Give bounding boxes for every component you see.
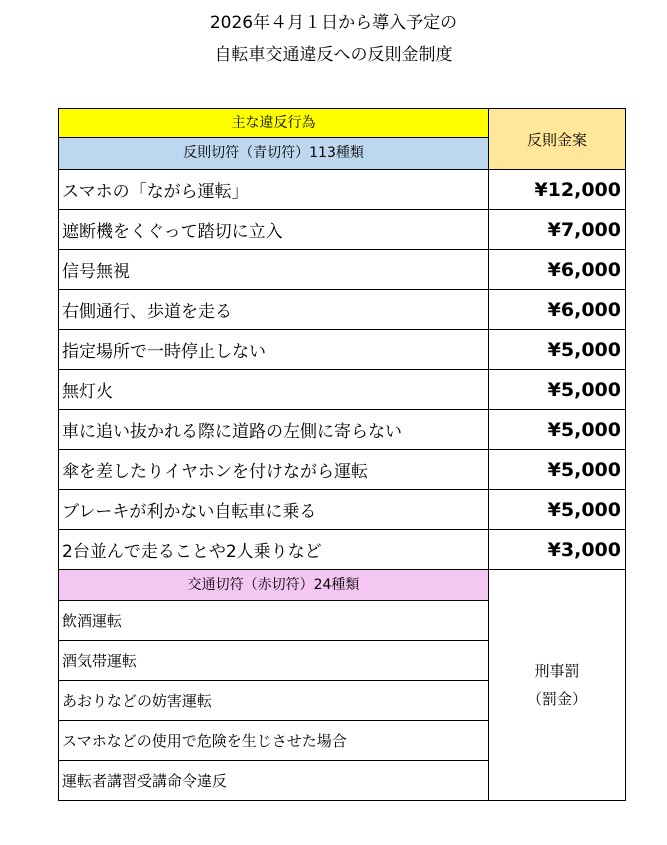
violation-cell: あおりなどの妨害運転 — [59, 681, 489, 721]
header-red-ticket: 交通切符（赤切符）24種類 — [59, 570, 489, 601]
violation-cell: 指定場所で一時停止しない — [59, 330, 489, 370]
table-row — [59, 530, 626, 570]
fine-cell: ¥12,000 — [489, 170, 626, 210]
criminal-penalty-cell — [489, 570, 626, 801]
violation-cell: スマホの「ながら運転」 — [59, 170, 489, 210]
violation-cell: 酒気帯運転 — [59, 641, 489, 681]
fine-cell: ¥6,000 — [489, 290, 626, 330]
table-row — [59, 250, 626, 290]
fine-cell: ¥5,000 — [489, 410, 626, 450]
table-row — [59, 410, 626, 450]
violation-cell: 信号無視 — [59, 250, 489, 290]
table-row — [59, 450, 626, 490]
fine-cell: ¥5,000 — [489, 370, 626, 410]
header-blue-ticket: 反則切符（青切符）113種類 — [59, 138, 489, 170]
violation-cell: 遮断機をくぐって踏切に立入 — [59, 210, 489, 250]
header-main-violations: 主な違反行為 — [59, 109, 489, 138]
page-title-line-1: 2026年４月１日から導入予定の — [209, 13, 458, 33]
violation-cell: ブレーキが利かない自転車に乗る — [59, 490, 489, 530]
violation-cell: スマホなどの使用で危険を生じさせた場合 — [59, 721, 489, 761]
table-row — [59, 490, 626, 530]
fine-cell: ¥6,000 — [489, 250, 626, 290]
fine-cell: ¥5,000 — [489, 490, 626, 530]
violation-cell: 傘を差したりイヤホンを付けながら運転 — [59, 450, 489, 490]
violation-cell: 無灯火 — [59, 370, 489, 410]
page-title-line-2: 自転車交通違反への反則金制度 — [214, 45, 453, 65]
table-row — [59, 210, 626, 250]
fine-cell: ¥3,000 — [489, 530, 626, 570]
criminal-penalty-label: 刑事罰 — [534, 662, 580, 680]
violation-cell: 車に追い抜かれる際に道路の左側に寄らない — [59, 410, 489, 450]
violation-cell: 飲酒運転 — [59, 601, 489, 641]
table-row — [59, 330, 626, 370]
criminal-penalty-sublabel: （罰金） — [526, 690, 587, 708]
table-row — [59, 170, 626, 210]
fines-table — [58, 108, 626, 801]
fine-cell: ¥5,000 — [489, 450, 626, 490]
fine-cell: ¥7,000 — [489, 210, 626, 250]
violation-cell: 運転者講習受講命令違反 — [59, 761, 489, 801]
table-row — [59, 290, 626, 330]
header-fine-amount: 反則金案 — [489, 109, 626, 170]
fine-cell: ¥5,000 — [489, 330, 626, 370]
violation-cell: 右側通行、歩道を走る — [59, 290, 489, 330]
table-row — [59, 370, 626, 410]
violation-cell: 2台並んで走ることや2人乗りなど — [59, 530, 489, 570]
